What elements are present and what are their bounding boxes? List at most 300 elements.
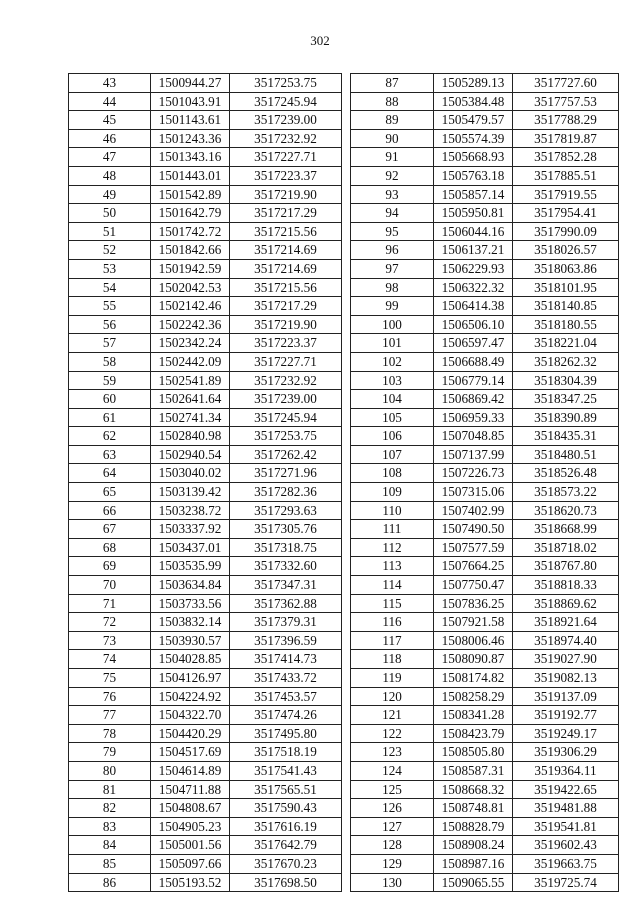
- table-row: [351, 836, 619, 855]
- point-number-cell: 89: [351, 111, 434, 130]
- point-number-cell: 68: [69, 538, 151, 557]
- table-row: [69, 166, 342, 185]
- x-coordinate-cell: 1502641.64: [151, 390, 230, 409]
- y-coordinate-cell: 3517541.43: [230, 761, 342, 780]
- y-coordinate-cell: 3518818.33: [513, 576, 619, 595]
- x-coordinate-cell: 1508748.81: [434, 799, 513, 818]
- x-coordinate-cell: 1508505.80: [434, 743, 513, 762]
- x-coordinate-cell: 1502442.09: [151, 352, 230, 371]
- table-row: [69, 687, 342, 706]
- point-number-cell: 53: [69, 259, 151, 278]
- table-row: [69, 780, 342, 799]
- point-number-cell: 45: [69, 111, 151, 130]
- table-row: [351, 501, 619, 520]
- y-coordinate-cell: 3517396.59: [230, 631, 342, 650]
- point-number-cell: 100: [351, 315, 434, 334]
- y-coordinate-cell: 3519541.81: [513, 817, 619, 836]
- y-coordinate-cell: 3518262.32: [513, 352, 619, 371]
- table-row: [69, 148, 342, 167]
- point-number-cell: 71: [69, 594, 151, 613]
- point-number-cell: 72: [69, 613, 151, 632]
- x-coordinate-cell: 1507836.25: [434, 594, 513, 613]
- table-row: [69, 259, 342, 278]
- y-coordinate-cell: 3519481.88: [513, 799, 619, 818]
- point-number-cell: 125: [351, 780, 434, 799]
- table-row: [351, 111, 619, 130]
- point-number-cell: 130: [351, 873, 434, 892]
- x-coordinate-cell: 1501842.66: [151, 241, 230, 260]
- y-coordinate-cell: 3517223.37: [230, 166, 342, 185]
- table-row: [351, 576, 619, 595]
- table-row: [351, 315, 619, 334]
- table-row: [69, 129, 342, 148]
- table-row: [69, 464, 342, 483]
- table-row: [69, 278, 342, 297]
- x-coordinate-cell: 1505950.81: [434, 204, 513, 223]
- table-row: [351, 538, 619, 557]
- y-coordinate-cell: 3517757.53: [513, 92, 619, 111]
- x-coordinate-cell: 1508341.28: [434, 706, 513, 725]
- y-coordinate-cell: 3519602.43: [513, 836, 619, 855]
- point-number-cell: 54: [69, 278, 151, 297]
- y-coordinate-cell: 3517217.29: [230, 204, 342, 223]
- point-number-cell: 56: [69, 315, 151, 334]
- table-row: [69, 817, 342, 836]
- point-number-cell: 77: [69, 706, 151, 725]
- table-row: [351, 148, 619, 167]
- y-coordinate-cell: 3517565.51: [230, 780, 342, 799]
- table-row: [351, 724, 619, 743]
- y-coordinate-cell: 3517271.96: [230, 464, 342, 483]
- table-row: [69, 297, 342, 316]
- table-row: [351, 706, 619, 725]
- x-coordinate-cell: 1504517.69: [151, 743, 230, 762]
- table-row: [69, 427, 342, 446]
- table-row: [351, 92, 619, 111]
- x-coordinate-cell: 1507577.59: [434, 538, 513, 557]
- x-coordinate-cell: 1501443.01: [151, 166, 230, 185]
- y-coordinate-cell: 3517332.60: [230, 557, 342, 576]
- y-coordinate-cell: 3517239.00: [230, 111, 342, 130]
- point-number-cell: 95: [351, 222, 434, 241]
- y-coordinate-cell: 3517362.88: [230, 594, 342, 613]
- y-coordinate-cell: 3517214.69: [230, 241, 342, 260]
- x-coordinate-cell: 1504711.88: [151, 780, 230, 799]
- y-coordinate-cell: 3517885.51: [513, 166, 619, 185]
- y-coordinate-cell: 3517215.56: [230, 278, 342, 297]
- x-coordinate-cell: 1508668.32: [434, 780, 513, 799]
- point-number-cell: 62: [69, 427, 151, 446]
- table-row: [69, 185, 342, 204]
- point-number-cell: 112: [351, 538, 434, 557]
- y-coordinate-cell: 3517318.75: [230, 538, 342, 557]
- x-coordinate-cell: 1501742.72: [151, 222, 230, 241]
- point-number-cell: 58: [69, 352, 151, 371]
- y-coordinate-cell: 3517232.92: [230, 129, 342, 148]
- x-coordinate-cell: 1508090.87: [434, 650, 513, 669]
- y-coordinate-cell: 3517223.37: [230, 334, 342, 353]
- x-coordinate-cell: 1503733.56: [151, 594, 230, 613]
- table-row: [351, 445, 619, 464]
- table-row: [69, 538, 342, 557]
- x-coordinate-cell: 1502541.89: [151, 371, 230, 390]
- x-coordinate-cell: 1505857.14: [434, 185, 513, 204]
- y-coordinate-cell: 3517474.26: [230, 706, 342, 725]
- y-coordinate-cell: 3517347.31: [230, 576, 342, 595]
- y-coordinate-cell: 3517253.75: [230, 427, 342, 446]
- y-coordinate-cell: 3519725.74: [513, 873, 619, 892]
- x-coordinate-cell: 1503832.14: [151, 613, 230, 632]
- table-row: [69, 334, 342, 353]
- point-number-cell: 114: [351, 576, 434, 595]
- point-number-cell: 65: [69, 483, 151, 502]
- y-coordinate-cell: 3517518.19: [230, 743, 342, 762]
- point-number-cell: 76: [69, 687, 151, 706]
- x-coordinate-cell: 1503337.92: [151, 520, 230, 539]
- y-coordinate-cell: 3517217.29: [230, 297, 342, 316]
- x-coordinate-cell: 1505097.66: [151, 854, 230, 873]
- x-coordinate-cell: 1503930.57: [151, 631, 230, 650]
- table-row: [69, 352, 342, 371]
- table-row: [351, 297, 619, 316]
- y-coordinate-cell: 3518921.64: [513, 613, 619, 632]
- table-row: [351, 259, 619, 278]
- point-number-cell: 90: [351, 129, 434, 148]
- x-coordinate-cell: 1505574.39: [434, 129, 513, 148]
- point-number-cell: 108: [351, 464, 434, 483]
- table-row: [69, 390, 342, 409]
- y-coordinate-cell: 3519192.77: [513, 706, 619, 725]
- table-row: [351, 241, 619, 260]
- y-coordinate-cell: 3519082.13: [513, 669, 619, 688]
- y-coordinate-cell: 3518974.40: [513, 631, 619, 650]
- point-number-cell: 86: [69, 873, 151, 892]
- table-row: [351, 166, 619, 185]
- y-coordinate-cell: 3517232.92: [230, 371, 342, 390]
- y-coordinate-cell: 3517305.76: [230, 520, 342, 539]
- point-number-cell: 91: [351, 148, 434, 167]
- point-number-cell: 51: [69, 222, 151, 241]
- y-coordinate-cell: 3518347.25: [513, 390, 619, 409]
- table-row: [351, 631, 619, 650]
- x-coordinate-cell: 1502042.53: [151, 278, 230, 297]
- point-number-cell: 107: [351, 445, 434, 464]
- y-coordinate-cell: 3517819.87: [513, 129, 619, 148]
- coordinate-table-right: [350, 73, 619, 892]
- table-row: [69, 706, 342, 725]
- x-coordinate-cell: 1507402.99: [434, 501, 513, 520]
- x-coordinate-cell: 1505763.18: [434, 166, 513, 185]
- table-row: [69, 204, 342, 223]
- point-number-cell: 117: [351, 631, 434, 650]
- y-coordinate-cell: 3517698.50: [230, 873, 342, 892]
- table-row: [69, 241, 342, 260]
- table-row: [69, 594, 342, 613]
- point-number-cell: 59: [69, 371, 151, 390]
- y-coordinate-cell: 3517214.69: [230, 259, 342, 278]
- x-coordinate-cell: 1503238.72: [151, 501, 230, 520]
- point-number-cell: 109: [351, 483, 434, 502]
- x-coordinate-cell: 1508828.79: [434, 817, 513, 836]
- point-number-cell: 48: [69, 166, 151, 185]
- table-row: [69, 650, 342, 669]
- table-row: [69, 371, 342, 390]
- table-row: [69, 724, 342, 743]
- point-number-cell: 84: [69, 836, 151, 855]
- y-coordinate-cell: 3518767.80: [513, 557, 619, 576]
- x-coordinate-cell: 1506322.32: [434, 278, 513, 297]
- table-row: [351, 427, 619, 446]
- table-row: [69, 92, 342, 111]
- table-row: [351, 483, 619, 502]
- y-coordinate-cell: 3518435.31: [513, 427, 619, 446]
- point-number-cell: 55: [69, 297, 151, 316]
- table-row: [351, 334, 619, 353]
- x-coordinate-cell: 1508174.82: [434, 669, 513, 688]
- y-coordinate-cell: 3518026.57: [513, 241, 619, 260]
- table-row: [69, 669, 342, 688]
- point-number-cell: 44: [69, 92, 151, 111]
- x-coordinate-cell: 1507750.47: [434, 576, 513, 595]
- table-row: [69, 613, 342, 632]
- table-row: [351, 687, 619, 706]
- x-coordinate-cell: 1505384.48: [434, 92, 513, 111]
- x-coordinate-cell: 1507664.25: [434, 557, 513, 576]
- x-coordinate-cell: 1504905.23: [151, 817, 230, 836]
- x-coordinate-cell: 1503535.99: [151, 557, 230, 576]
- point-number-cell: 47: [69, 148, 151, 167]
- point-number-cell: 74: [69, 650, 151, 669]
- y-coordinate-cell: 3517227.71: [230, 352, 342, 371]
- table-row: [69, 854, 342, 873]
- x-coordinate-cell: 1504126.97: [151, 669, 230, 688]
- table-row: [351, 780, 619, 799]
- x-coordinate-cell: 1501143.61: [151, 111, 230, 130]
- x-coordinate-cell: 1506229.93: [434, 259, 513, 278]
- point-number-cell: 85: [69, 854, 151, 873]
- point-number-cell: 123: [351, 743, 434, 762]
- x-coordinate-cell: 1504028.85: [151, 650, 230, 669]
- point-number-cell: 110: [351, 501, 434, 520]
- point-number-cell: 81: [69, 780, 151, 799]
- table-row: [69, 501, 342, 520]
- point-number-cell: 118: [351, 650, 434, 669]
- x-coordinate-cell: 1504808.67: [151, 799, 230, 818]
- x-coordinate-cell: 1508587.31: [434, 761, 513, 780]
- x-coordinate-cell: 1508423.79: [434, 724, 513, 743]
- table-row: [351, 352, 619, 371]
- y-coordinate-cell: 3517954.41: [513, 204, 619, 223]
- table-row: [69, 743, 342, 762]
- table-row: [351, 371, 619, 390]
- point-number-cell: 82: [69, 799, 151, 818]
- table-row: [69, 761, 342, 780]
- y-coordinate-cell: 3519249.17: [513, 724, 619, 743]
- y-coordinate-cell: 3517727.60: [513, 74, 619, 93]
- point-number-cell: 103: [351, 371, 434, 390]
- point-number-cell: 127: [351, 817, 434, 836]
- x-coordinate-cell: 1505289.13: [434, 74, 513, 93]
- x-coordinate-cell: 1502342.24: [151, 334, 230, 353]
- y-coordinate-cell: 3517919.55: [513, 185, 619, 204]
- point-number-cell: 93: [351, 185, 434, 204]
- x-coordinate-cell: 1501642.79: [151, 204, 230, 223]
- point-number-cell: 75: [69, 669, 151, 688]
- y-coordinate-cell: 3518620.73: [513, 501, 619, 520]
- point-number-cell: 66: [69, 501, 151, 520]
- point-number-cell: 98: [351, 278, 434, 297]
- table-row: [351, 464, 619, 483]
- table-row: [351, 817, 619, 836]
- x-coordinate-cell: 1502840.98: [151, 427, 230, 446]
- x-coordinate-cell: 1509065.55: [434, 873, 513, 892]
- point-number-cell: 122: [351, 724, 434, 743]
- x-coordinate-cell: 1508908.24: [434, 836, 513, 855]
- point-number-cell: 111: [351, 520, 434, 539]
- x-coordinate-cell: 1507921.58: [434, 613, 513, 632]
- point-number-cell: 70: [69, 576, 151, 595]
- x-coordinate-cell: 1505193.52: [151, 873, 230, 892]
- point-number-cell: 106: [351, 427, 434, 446]
- point-number-cell: 64: [69, 464, 151, 483]
- point-number-cell: 128: [351, 836, 434, 855]
- point-number-cell: 113: [351, 557, 434, 576]
- y-coordinate-cell: 3517642.79: [230, 836, 342, 855]
- point-number-cell: 115: [351, 594, 434, 613]
- table-row: [351, 408, 619, 427]
- x-coordinate-cell: 1506959.33: [434, 408, 513, 427]
- point-number-cell: 94: [351, 204, 434, 223]
- x-coordinate-cell: 1503634.84: [151, 576, 230, 595]
- x-coordinate-cell: 1506414.38: [434, 297, 513, 316]
- table-row: [351, 520, 619, 539]
- y-coordinate-cell: 3518869.62: [513, 594, 619, 613]
- point-number-cell: 97: [351, 259, 434, 278]
- table-row: [69, 111, 342, 130]
- x-coordinate-cell: 1501942.59: [151, 259, 230, 278]
- x-coordinate-cell: 1506779.14: [434, 371, 513, 390]
- y-coordinate-cell: 3518526.48: [513, 464, 619, 483]
- table-row: [69, 408, 342, 427]
- x-coordinate-cell: 1501343.16: [151, 148, 230, 167]
- y-coordinate-cell: 3518480.51: [513, 445, 619, 464]
- y-coordinate-cell: 3517245.94: [230, 408, 342, 427]
- y-coordinate-cell: 3517219.90: [230, 185, 342, 204]
- point-number-cell: 79: [69, 743, 151, 762]
- x-coordinate-cell: 1503040.02: [151, 464, 230, 483]
- table-row: [351, 278, 619, 297]
- point-number-cell: 116: [351, 613, 434, 632]
- table-row: [351, 743, 619, 762]
- y-coordinate-cell: 3519027.90: [513, 650, 619, 669]
- y-coordinate-cell: 3517453.57: [230, 687, 342, 706]
- point-number-cell: 73: [69, 631, 151, 650]
- table-row: [351, 650, 619, 669]
- table-row: [351, 799, 619, 818]
- y-coordinate-cell: 3517788.29: [513, 111, 619, 130]
- x-coordinate-cell: 1502940.54: [151, 445, 230, 464]
- x-coordinate-cell: 1506597.47: [434, 334, 513, 353]
- coordinate-table-left: [68, 73, 342, 892]
- table-row: [351, 761, 619, 780]
- table-row: [69, 520, 342, 539]
- table-row: [69, 836, 342, 855]
- x-coordinate-cell: 1506869.42: [434, 390, 513, 409]
- y-coordinate-cell: 3517239.00: [230, 390, 342, 409]
- point-number-cell: 121: [351, 706, 434, 725]
- y-coordinate-cell: 3517219.90: [230, 315, 342, 334]
- point-number-cell: 52: [69, 241, 151, 260]
- x-coordinate-cell: 1501043.91: [151, 92, 230, 111]
- point-number-cell: 63: [69, 445, 151, 464]
- table-row: [69, 74, 342, 93]
- y-coordinate-cell: 3519422.65: [513, 780, 619, 799]
- point-number-cell: 120: [351, 687, 434, 706]
- y-coordinate-cell: 3517990.09: [513, 222, 619, 241]
- point-number-cell: 61: [69, 408, 151, 427]
- point-number-cell: 101: [351, 334, 434, 353]
- y-coordinate-cell: 3517414.73: [230, 650, 342, 669]
- y-coordinate-cell: 3518668.99: [513, 520, 619, 539]
- x-coordinate-cell: 1503437.01: [151, 538, 230, 557]
- x-coordinate-cell: 1505001.56: [151, 836, 230, 855]
- table-row: [351, 390, 619, 409]
- point-number-cell: 92: [351, 166, 434, 185]
- y-coordinate-cell: 3518718.02: [513, 538, 619, 557]
- y-coordinate-cell: 3517590.43: [230, 799, 342, 818]
- x-coordinate-cell: 1506506.10: [434, 315, 513, 334]
- table-row: [351, 129, 619, 148]
- point-number-cell: 102: [351, 352, 434, 371]
- x-coordinate-cell: 1501243.36: [151, 129, 230, 148]
- table-row: [351, 557, 619, 576]
- point-number-cell: 78: [69, 724, 151, 743]
- table-row: [69, 799, 342, 818]
- x-coordinate-cell: 1504420.29: [151, 724, 230, 743]
- table-row: [351, 185, 619, 204]
- y-coordinate-cell: 3517215.56: [230, 222, 342, 241]
- x-coordinate-cell: 1508987.16: [434, 854, 513, 873]
- y-coordinate-cell: 3517262.42: [230, 445, 342, 464]
- x-coordinate-cell: 1507490.50: [434, 520, 513, 539]
- table-row: [69, 631, 342, 650]
- x-coordinate-cell: 1505668.93: [434, 148, 513, 167]
- y-coordinate-cell: 3519306.29: [513, 743, 619, 762]
- point-number-cell: 99: [351, 297, 434, 316]
- y-coordinate-cell: 3518221.04: [513, 334, 619, 353]
- point-number-cell: 124: [351, 761, 434, 780]
- x-coordinate-cell: 1504614.89: [151, 761, 230, 780]
- y-coordinate-cell: 3517852.28: [513, 148, 619, 167]
- table-row: [351, 222, 619, 241]
- x-coordinate-cell: 1502741.34: [151, 408, 230, 427]
- y-coordinate-cell: 3517245.94: [230, 92, 342, 111]
- x-coordinate-cell: 1507048.85: [434, 427, 513, 446]
- y-coordinate-cell: 3517433.72: [230, 669, 342, 688]
- point-number-cell: 96: [351, 241, 434, 260]
- table-row: [69, 222, 342, 241]
- table-row: [351, 613, 619, 632]
- table-row: [69, 576, 342, 595]
- y-coordinate-cell: 3517616.19: [230, 817, 342, 836]
- table-row: [351, 669, 619, 688]
- y-coordinate-cell: 3519137.09: [513, 687, 619, 706]
- x-coordinate-cell: 1502142.46: [151, 297, 230, 316]
- x-coordinate-cell: 1507137.99: [434, 445, 513, 464]
- y-coordinate-cell: 3518063.86: [513, 259, 619, 278]
- x-coordinate-cell: 1506137.21: [434, 241, 513, 260]
- point-number-cell: 83: [69, 817, 151, 836]
